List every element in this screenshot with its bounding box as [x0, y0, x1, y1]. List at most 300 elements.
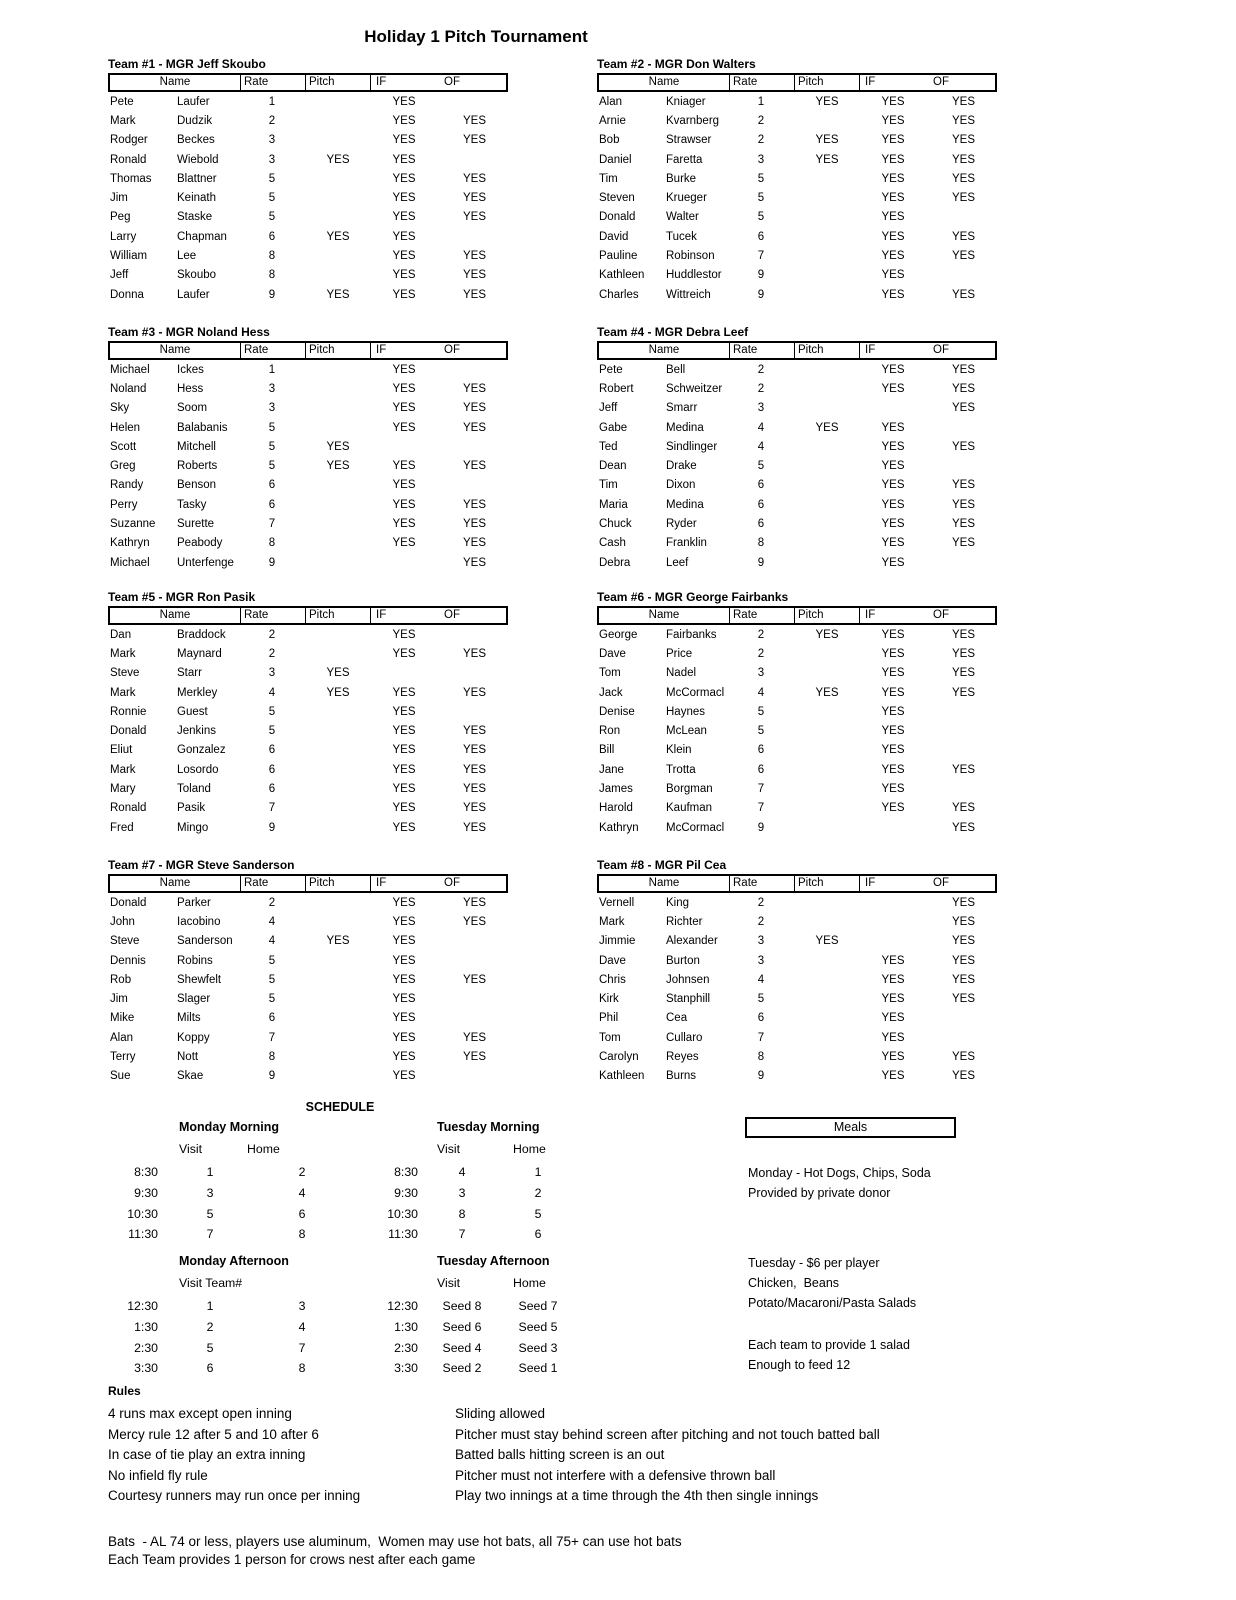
player-rate: 3 [268, 667, 276, 680]
player-of: YES [951, 686, 975, 699]
team-block [108, 588, 512, 837]
col-header-rate: Rate [730, 343, 795, 358]
player-first-name: Perry [110, 498, 138, 511]
player-if: YES [392, 1070, 416, 1083]
player-row [597, 188, 1001, 207]
schedule-row [360, 1203, 570, 1224]
player-row [597, 208, 1001, 227]
col-header-of: OF [444, 76, 460, 88]
schedule-column-labels [100, 1276, 342, 1296]
player-if: YES [392, 1012, 416, 1025]
player-if: YES [392, 498, 416, 511]
player-if: YES [881, 725, 905, 738]
player-row [597, 970, 1001, 989]
visit-team: 7 [206, 1227, 214, 1242]
player-of: YES [951, 821, 975, 834]
player-rate: 1 [268, 95, 276, 108]
schedule-block-title: Monday Morning [179, 1120, 279, 1134]
player-if: YES [392, 896, 416, 909]
player-row [108, 702, 512, 721]
game-time: 3:30 [394, 1361, 418, 1376]
player-rate: 5 [268, 211, 276, 224]
player-first-name: Jim [110, 192, 128, 205]
player-of: YES [462, 915, 486, 928]
team-title: Team #6 - MGR George Fairbanks [597, 590, 789, 604]
player-row [108, 495, 512, 514]
player-first-name: Alan [110, 1031, 134, 1044]
player-if: YES [881, 1051, 905, 1064]
schedule-row [360, 1358, 570, 1379]
game-time: 10:30 [127, 1206, 158, 1221]
player-of: YES [951, 802, 975, 815]
player-rate: 1 [268, 363, 276, 376]
player-first-name: Denise [599, 705, 635, 718]
roster-header-row [597, 73, 997, 92]
col-header-rate: Rate [241, 343, 306, 358]
player-row [108, 1028, 512, 1047]
schedule-column-labels [360, 1142, 570, 1162]
meal-line: Potato/Macaroni/Pasta Salads [748, 1296, 917, 1310]
visit-team: 6 [206, 1361, 214, 1376]
player-of: YES [462, 460, 486, 473]
player-first-name: Larry [110, 230, 137, 243]
player-row [597, 818, 1001, 837]
team-title: Team #4 - MGR Debra Leef [597, 325, 749, 339]
player-if: YES [881, 153, 905, 166]
player-rate: 2 [757, 628, 765, 641]
player-last-name: Guest [177, 705, 208, 718]
player-of: YES [951, 363, 975, 376]
player-if: YES [881, 1031, 905, 1044]
player-first-name: Pete [599, 363, 623, 376]
player-if: YES [392, 95, 416, 108]
player-rate: 6 [757, 763, 765, 776]
player-last-name: Maynard [177, 647, 222, 660]
player-of: YES [462, 192, 486, 205]
player-first-name: Vernell [599, 896, 635, 909]
player-last-name: Kvarnberg [666, 114, 720, 127]
schedule-title: SCHEDULE [305, 1100, 375, 1114]
player-last-name: Laufer [177, 288, 210, 301]
player-rate: 5 [268, 460, 276, 473]
player-first-name: Dan [110, 628, 132, 641]
player-last-name: Cea [666, 1012, 688, 1025]
player-last-name: Robinson [666, 250, 715, 263]
player-last-name: Strawser [666, 134, 712, 147]
visit-label: Visit [437, 1142, 461, 1156]
player-of: YES [951, 288, 975, 301]
visit-team: Seed 2 [442, 1361, 482, 1376]
player-of: YES [462, 518, 486, 531]
player-first-name: Jack [599, 686, 623, 699]
player-of: YES [462, 725, 486, 738]
col-header-ifof [860, 876, 995, 891]
player-rate: 6 [757, 744, 765, 757]
player-row [597, 246, 1001, 265]
player-last-name: Burke [666, 172, 697, 185]
player-row [108, 476, 512, 495]
player-if: YES [881, 498, 905, 511]
player-of: YES [951, 896, 975, 909]
game-time: 11:30 [128, 1227, 158, 1242]
player-rate: 4 [268, 935, 276, 948]
player-first-name: Donald [110, 725, 147, 738]
game-time: 9:30 [394, 1186, 418, 1201]
player-first-name: Tim [599, 479, 618, 492]
home-team: 3 [298, 1299, 306, 1314]
col-header-ifof [371, 608, 506, 623]
schedule-column-labels [100, 1142, 342, 1162]
player-rate: 5 [757, 192, 765, 205]
player-first-name: Fred [110, 821, 134, 834]
player-rate: 4 [757, 421, 765, 434]
player-row [108, 399, 512, 418]
player-last-name: Jenkins [177, 725, 216, 738]
player-of: YES [462, 802, 486, 815]
player-first-name: Pete [110, 95, 134, 108]
home-label: Home [513, 1142, 546, 1156]
player-of: YES [462, 211, 486, 224]
team-block [597, 856, 1001, 1086]
player-last-name: Drake [666, 460, 697, 473]
player-if: YES [392, 518, 416, 531]
player-rate: 5 [268, 705, 276, 718]
player-row [108, 266, 512, 285]
home-team: 6 [298, 1206, 306, 1221]
rule-line: No infield fly rule [108, 1467, 208, 1483]
player-of: YES [462, 821, 486, 834]
player-of: YES [462, 250, 486, 263]
player-first-name: Ronnie [110, 705, 147, 718]
roster-header-row [108, 341, 508, 360]
player-rate: 8 [268, 250, 276, 263]
player-if: YES [881, 647, 905, 660]
player-if: YES [881, 211, 905, 224]
player-pitch: YES [815, 686, 839, 699]
player-last-name: Krueger [666, 192, 707, 205]
player-of: YES [951, 153, 975, 166]
player-if: YES [881, 628, 905, 641]
schedule-row [360, 1296, 570, 1317]
player-rate: 4 [268, 686, 276, 699]
player-if: YES [392, 993, 416, 1006]
player-last-name: Ryder [666, 518, 697, 531]
player-last-name: Reyes [666, 1051, 699, 1064]
col-header-of: OF [933, 877, 949, 889]
player-first-name: Arnie [599, 114, 626, 127]
player-if: YES [881, 250, 905, 263]
player-first-name: Mike [110, 1012, 135, 1025]
home-team: Seed 3 [518, 1340, 558, 1355]
rule-line: Courtesy runners may run once per inning [108, 1488, 361, 1504]
player-last-name: Franklin [666, 537, 707, 550]
player-if: YES [392, 763, 416, 776]
player-rate: 6 [757, 518, 765, 531]
player-row [597, 360, 1001, 379]
player-first-name: Ted [599, 440, 618, 453]
player-row [108, 625, 512, 644]
player-first-name: Kirk [599, 993, 619, 1006]
player-first-name: Chris [599, 973, 626, 986]
meal-line: Chicken, Beans [748, 1276, 840, 1290]
player-rate: 2 [268, 896, 276, 909]
player-if: YES [881, 667, 905, 680]
player-last-name: Unterfenge [177, 556, 234, 569]
rule-line: Play two innings at a time through the 4th then single innings [455, 1488, 819, 1504]
player-last-name: Benson [177, 479, 217, 492]
player-row [108, 683, 512, 702]
schedule-row [100, 1337, 342, 1358]
player-first-name: Kathleen [599, 1070, 645, 1083]
player-rate: 9 [268, 1070, 276, 1083]
player-if: YES [392, 479, 416, 492]
player-pitch: YES [326, 935, 350, 948]
player-last-name: Trotta [666, 763, 696, 776]
player-first-name: Harold [599, 802, 633, 815]
col-header-rate: Rate [241, 608, 306, 623]
player-if: YES [392, 537, 416, 550]
col-header-ifof [371, 876, 506, 891]
player-row [108, 818, 512, 837]
player-rate: 5 [268, 192, 276, 205]
footer-line: Bats - AL 74 or less, players use aluminum, Women may use hot bats, all 75+ can use hot bats [108, 1534, 682, 1549]
player-pitch: YES [326, 440, 350, 453]
player-row [597, 169, 1001, 188]
player-last-name: Burns [666, 1070, 697, 1083]
team-title: Team #5 - MGR Ron Pasik [108, 590, 256, 604]
player-if: YES [881, 686, 905, 699]
player-last-name: Borgman [666, 783, 713, 796]
player-row [597, 399, 1001, 418]
player-first-name: Ron [599, 725, 621, 738]
player-row [597, 1028, 1001, 1047]
player-last-name: Keinath [177, 192, 217, 205]
player-last-name: Skae [177, 1070, 204, 1083]
footer-notes [108, 1533, 682, 1568]
player-rate: 5 [268, 973, 276, 986]
player-first-name: Ronald [110, 802, 147, 815]
player-last-name: Wittreich [666, 288, 711, 301]
player-first-name: Sue [110, 1070, 131, 1083]
player-row [108, 92, 512, 111]
team-title: Team #1 - MGR Jeff Skoubo [108, 57, 266, 71]
rule-line: Batted balls hitting screen is an out [455, 1447, 665, 1463]
player-row [597, 456, 1001, 475]
player-of: YES [462, 134, 486, 147]
player-rate: 7 [757, 250, 765, 263]
player-row [108, 111, 512, 130]
rule-line: Pitcher must not interfere with a defensive thrown ball [455, 1467, 776, 1483]
player-last-name: Shewfelt [177, 973, 222, 986]
player-rate: 4 [268, 915, 276, 928]
schedule-row [360, 1183, 570, 1204]
player-last-name: Ickes [177, 363, 204, 376]
player-row [597, 951, 1001, 970]
player-first-name: Mark [110, 647, 136, 660]
player-if: YES [881, 1070, 905, 1083]
visit-team: 1 [206, 1299, 214, 1314]
home-team: 4 [298, 1186, 306, 1201]
player-first-name: Mark [110, 114, 136, 127]
player-first-name: Mark [110, 686, 136, 699]
player-row [597, 227, 1001, 246]
player-if: YES [881, 1012, 905, 1025]
player-if: YES [392, 628, 416, 641]
player-of: YES [462, 402, 486, 415]
footer-line: Each Team provides 1 person for crows nest after each game [108, 1551, 476, 1567]
player-rate: 7 [757, 783, 765, 796]
player-rate: 2 [268, 647, 276, 660]
player-first-name: Donald [110, 896, 147, 909]
col-header-of: OF [933, 76, 949, 88]
schedule-block [360, 1120, 570, 1245]
home-team: 6 [534, 1227, 542, 1242]
player-if: YES [392, 363, 416, 376]
player-row [108, 379, 512, 398]
roster-header-row [108, 874, 508, 893]
game-time: 11:30 [388, 1227, 418, 1242]
player-if: YES [881, 479, 905, 492]
player-row [597, 644, 1001, 663]
player-first-name: Kathryn [110, 537, 150, 550]
player-if: YES [392, 783, 416, 796]
schedule-block [360, 1254, 570, 1379]
player-rate: 3 [268, 153, 276, 166]
player-of: YES [951, 172, 975, 185]
player-rate: 8 [268, 269, 276, 282]
player-row [597, 92, 1001, 111]
player-first-name: Mark [599, 915, 625, 928]
player-if: YES [881, 382, 905, 395]
col-header-ifof [860, 343, 995, 358]
col-header-rate: Rate [241, 75, 306, 90]
visit-label: Visit [179, 1142, 203, 1156]
player-rate: 5 [268, 725, 276, 738]
player-rate: 6 [268, 763, 276, 776]
col-header-ifof [371, 343, 506, 358]
col-header-of: OF [444, 344, 460, 356]
home-team: 5 [534, 1206, 542, 1221]
player-last-name: Kaufman [666, 802, 713, 815]
player-last-name: Tucek [666, 230, 697, 243]
player-of: YES [951, 192, 975, 205]
player-last-name: Iacobino [177, 915, 221, 928]
player-last-name: Wiebold [177, 153, 219, 166]
player-rate: 2 [757, 114, 765, 127]
player-last-name: Fairbanks [666, 628, 717, 641]
player-first-name: Donna [110, 288, 144, 301]
player-row [597, 702, 1001, 721]
col-header-if: IF [865, 609, 876, 621]
visit-team: 3 [458, 1186, 466, 1201]
player-rate: 9 [268, 821, 276, 834]
game-time: 12:30 [127, 1299, 158, 1314]
player-last-name: Kniager [666, 95, 706, 108]
player-first-name: Maria [599, 498, 628, 511]
meals-header: Meals [745, 1117, 956, 1138]
player-rate: 8 [757, 537, 765, 550]
player-rate: 9 [757, 821, 765, 834]
schedule-row [100, 1162, 342, 1183]
player-if: YES [392, 402, 416, 415]
player-rate: 7 [268, 1031, 276, 1044]
player-of: YES [951, 95, 975, 108]
visit-team: 3 [206, 1186, 214, 1201]
player-pitch: YES [815, 95, 839, 108]
game-time: 2:30 [134, 1340, 158, 1355]
player-if: YES [392, 230, 416, 243]
visit-team: Seed 4 [442, 1340, 482, 1355]
meal-line: Each team to provide 1 salad [748, 1338, 910, 1352]
team-block [108, 856, 512, 1086]
player-rate: 8 [268, 1051, 276, 1064]
player-row [597, 111, 1001, 130]
player-row [597, 514, 1001, 533]
player-first-name: Dave [599, 647, 626, 660]
col-header-ifof [860, 608, 995, 623]
player-rate: 4 [757, 973, 765, 986]
player-of: YES [951, 667, 975, 680]
player-if: YES [392, 744, 416, 757]
player-last-name: Balabanis [177, 421, 228, 434]
player-row [108, 951, 512, 970]
player-if: YES [881, 192, 905, 205]
player-last-name: Bell [666, 363, 686, 376]
player-pitch: YES [815, 935, 839, 948]
meal-line: Enough to feed 12 [748, 1358, 851, 1372]
player-rate: 2 [757, 382, 765, 395]
player-if: YES [881, 802, 905, 815]
schedule-block-title: Tuesday Morning [437, 1120, 540, 1134]
player-last-name: Medina [666, 498, 704, 511]
player-first-name: Charles [599, 288, 639, 301]
player-rate: 5 [757, 211, 765, 224]
player-rate: 9 [757, 269, 765, 282]
player-pitch: YES [326, 667, 350, 680]
player-row [597, 534, 1001, 553]
player-of: YES [462, 647, 486, 660]
player-row [108, 664, 512, 683]
player-first-name: Tom [599, 667, 621, 680]
player-row [597, 683, 1001, 702]
player-first-name: Steve [110, 667, 140, 680]
visit-team: 4 [458, 1165, 466, 1180]
player-pitch: YES [815, 421, 839, 434]
col-header-if: IF [376, 609, 387, 621]
player-if: YES [881, 440, 905, 453]
roster-header-row [597, 341, 997, 360]
roster-header-row [597, 874, 997, 893]
player-first-name: Eliut [110, 744, 133, 757]
player-first-name: Mark [110, 763, 136, 776]
meal-group [748, 1335, 910, 1375]
player-row [108, 418, 512, 437]
player-first-name: Suzanne [110, 518, 156, 531]
schedule-block [100, 1254, 342, 1379]
player-of: YES [462, 1051, 486, 1064]
home-team: Seed 5 [518, 1320, 558, 1335]
home-team: 2 [534, 1186, 542, 1201]
player-last-name: Schweitzer [666, 382, 723, 395]
player-of: YES [462, 288, 486, 301]
player-row [108, 150, 512, 169]
home-team: 7 [298, 1340, 306, 1355]
col-header-pitch: Pitch [795, 343, 860, 358]
player-pitch: YES [326, 230, 350, 243]
player-of: YES [951, 647, 975, 660]
player-of: YES [951, 935, 975, 948]
team-title: Team #3 - MGR Noland Hess [108, 325, 270, 339]
